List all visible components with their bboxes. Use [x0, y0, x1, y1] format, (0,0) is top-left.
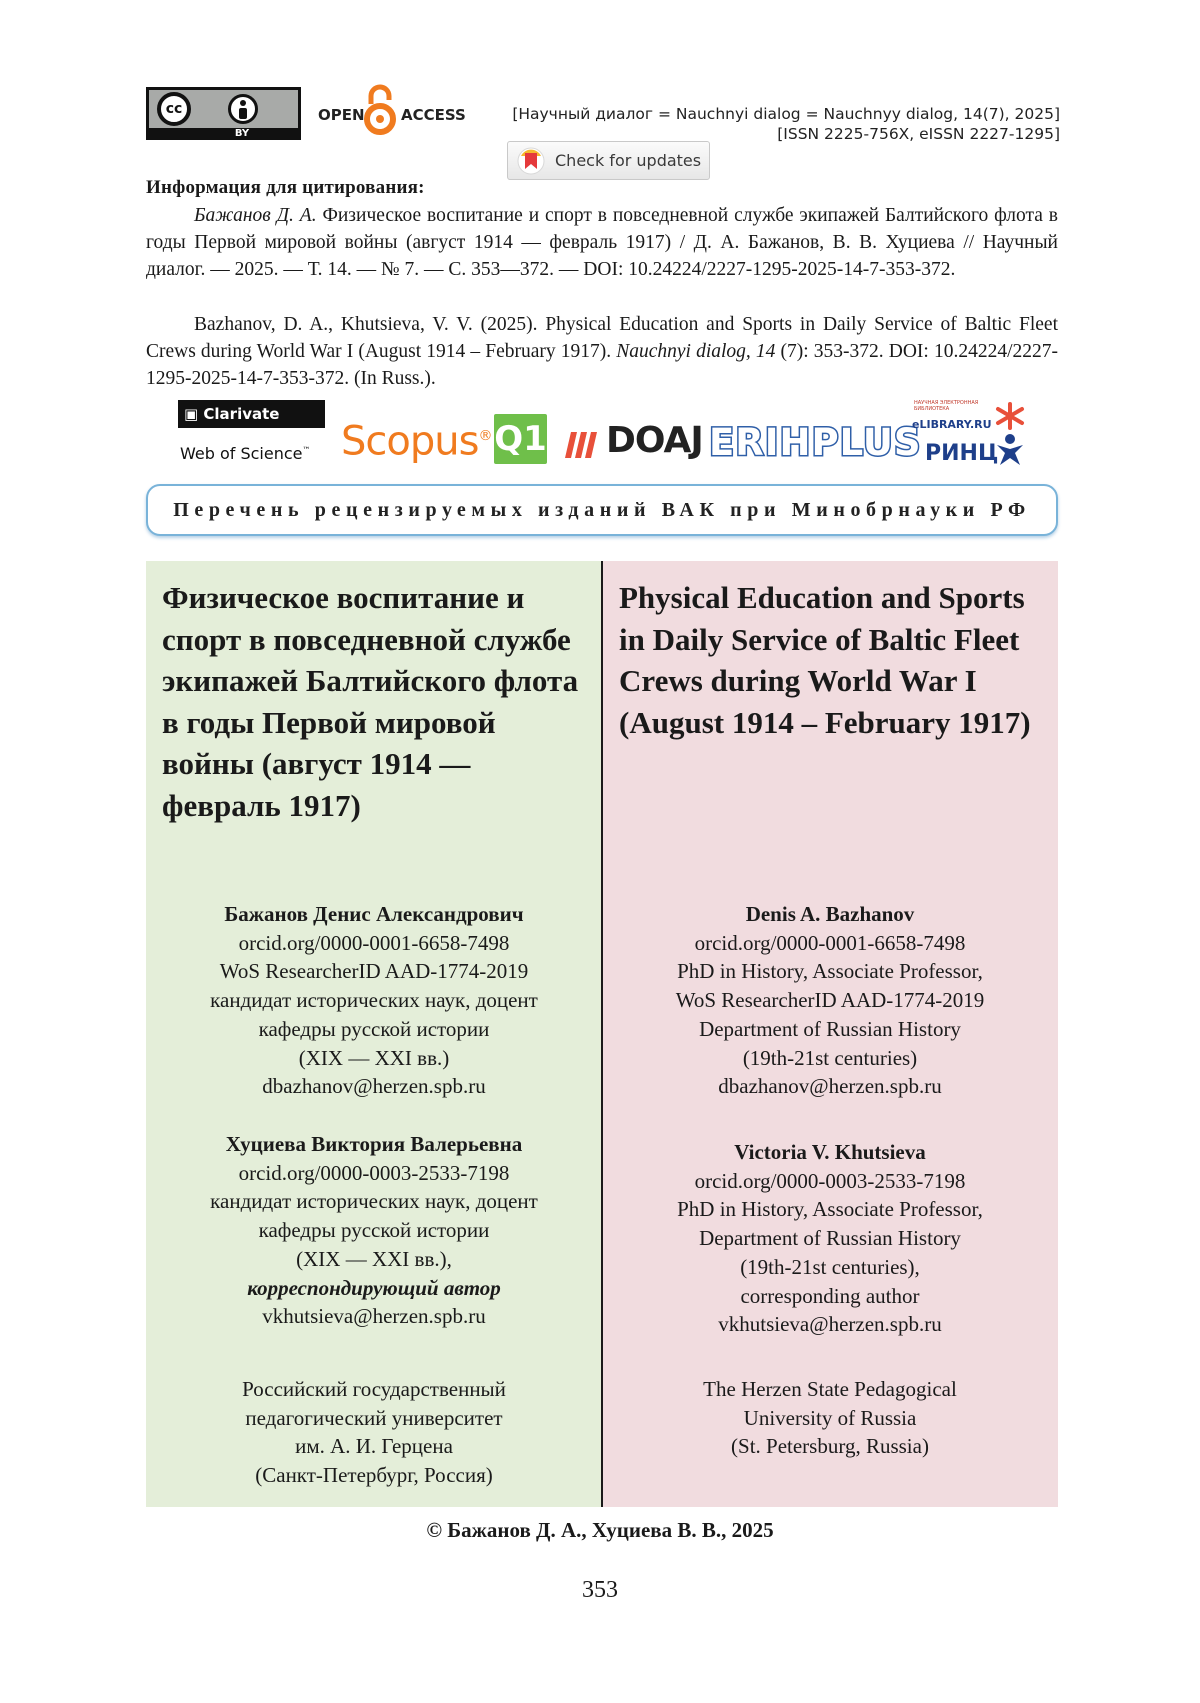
q1-quartile-badge: Q1 — [494, 414, 547, 464]
clarivate-label: Clarivate — [203, 405, 280, 423]
author-department-period: (19th-21st centuries) — [742, 1045, 918, 1070]
copyright-line: © Бажанов Д. А., Хуциева В. В., 2025 — [426, 1518, 774, 1542]
web-of-science-label: Web of Science — [180, 444, 303, 463]
affiliation-line: (St. Petersburg, Russia) — [731, 1434, 929, 1459]
author-name: Хуциева Виктория Валерьевна — [225, 1132, 523, 1156]
citation-heading: Информация для цитирования: — [146, 177, 425, 198]
cc-by-license-badge[interactable] — [146, 87, 301, 140]
affiliation-line: Российский государственный — [242, 1377, 506, 1401]
author-degree: PhD in History, Associate Professor, — [677, 1197, 983, 1222]
check-for-updates-label: Check for updates — [555, 151, 702, 170]
rinc-logo[interactable]: РИНЦ — [925, 441, 999, 466]
elibrary-logo[interactable]: eLIBRARY.RU — [912, 418, 992, 431]
journal-reference — [512, 104, 1060, 144]
author-block-russian-1 — [146, 900, 602, 1101]
affiliation-line: им. А. И. Герцена — [295, 1434, 453, 1459]
open-access-open-word: OPEN — [318, 106, 365, 124]
author-department-period: (XIX — XXI вв.), — [296, 1246, 452, 1271]
citation-russian-text: Физическое воспитание и спорт в повседневной службе экипажей Балтийского флота в годы Первой мировой войны (август 1914 — февраль 1917) / Д. А. Бажанов, В. В. Хуциева // Научный диалог. — 2025. — Т. 14. — № 7. — С. 353—372. — DOI: 10.24224/2227-1295-2025-14-7-353-372. — [146, 205, 1058, 280]
scopus-label: Scopus — [341, 418, 479, 465]
author-name: Бажанов Денис Александрович — [224, 902, 524, 926]
author-orcid-link[interactable]: orcid.org/0000-0001-6658-7498 — [238, 930, 510, 955]
author-department-period: (XIX — XXI вв.) — [298, 1045, 450, 1070]
creative-commons-icon: cc — [157, 92, 191, 126]
doaj-logo[interactable]: DOAJ — [606, 420, 703, 461]
affiliation-english — [602, 1375, 1058, 1461]
citation-english-tail: (7): 353-372. DOI: 10.24224/2227-1295-2025-14-7-353-372. (In Russ.). — [146, 341, 1058, 389]
author-email-link[interactable]: dbazhanov@herzen.spb.ru — [262, 1074, 486, 1099]
web-of-science-trademark: ™ — [302, 445, 311, 455]
author-degree: кандидат исторических наук, доцент — [210, 988, 538, 1013]
citation-english-journal: Nauchnyi dialog, 14 — [616, 341, 776, 362]
author-department: Department of Russian History — [699, 1226, 961, 1251]
author-degree: PhD in History, Associate Professor, — [677, 959, 983, 984]
author-email-link[interactable]: dbazhanov@herzen.spb.ru — [718, 1074, 942, 1099]
citation-russian-authors: Бажанов Д. А. — [194, 205, 317, 226]
author-orcid-link[interactable]: orcid.org/0000-0003-2533-7198 — [238, 1160, 510, 1185]
author-block-russian-2 — [146, 1130, 602, 1331]
web-of-science-logo[interactable] — [180, 444, 311, 463]
author-block-english-2 — [602, 1138, 1058, 1339]
citation-english — [146, 311, 1058, 392]
affiliation-line: педагогический университет — [245, 1405, 503, 1430]
author-department: кафедры русской истории — [258, 1016, 490, 1041]
open-access-lock-icon — [363, 84, 397, 136]
crossmark-icon — [517, 147, 545, 175]
journal-issn-line: [ISSN 2225-756X, eISSN 2227-1295] — [777, 125, 1060, 143]
elibrary-caption: НАУЧНАЯ ЭЛЕКТРОННАЯ БИБЛИОТЕКА — [914, 400, 979, 412]
corresponding-author-note: корреспондирующий автор — [247, 1275, 501, 1300]
author-department: Department of Russian History — [699, 1016, 961, 1041]
journal-reference-line: [Научный диалог = Nauchnyi dialog = Nauchnyy dialog, 14(7), 2025] — [512, 105, 1060, 123]
article-title-english: Physical Education and Sports in Daily Service of Baltic Fleet Crews during World War I (August 1914 – February 1917) — [619, 580, 1031, 740]
citation-russian — [146, 202, 1058, 283]
doaj-mark-icon — [562, 428, 604, 460]
affiliation-russian — [146, 1375, 602, 1490]
author-name: Victoria V. Khutsieva — [734, 1140, 926, 1164]
author-orcid-link[interactable]: orcid.org/0000-0001-6658-7498 — [694, 930, 966, 955]
citation-english-lead: Bazhanov, D. A., Khutsieva, V. V. (2025). Physical Education and Sports in Daily Service of Baltic Fleet Crews during World War I (August 1914 – February 1917). — [146, 314, 1058, 362]
scopus-logo[interactable] — [341, 414, 491, 463]
page-number: 353 — [582, 1577, 618, 1603]
open-access-access-word: ACCESS — [401, 106, 466, 124]
affiliation-line: The Herzen State Pedagogical — [703, 1377, 957, 1401]
author-orcid-link[interactable]: orcid.org/0000-0003-2533-7198 — [694, 1168, 966, 1193]
attribution-person-icon — [228, 94, 258, 124]
author-email-link[interactable]: vkhutsieva@herzen.spb.ru — [262, 1304, 486, 1329]
vak-list-banner: Перечень рецензируемых изданий ВАК при Минобрнауки РФ — [146, 484, 1058, 536]
license-by-label: BY — [234, 128, 250, 139]
erihplus-logo[interactable]: ERIHPLUS — [709, 421, 922, 464]
author-block-english-1 — [602, 900, 1058, 1101]
check-for-updates-button[interactable] — [507, 141, 710, 180]
article-title-russian: Физическое воспитание и спорт в повседневной службе экипажей Балтийского флота в годы Первой мировой войны (август 1914 — февраль 1917) — [162, 580, 579, 823]
affiliation-line: (Санкт-Петербург, Россия) — [255, 1463, 493, 1488]
author-email-link[interactable]: vkhutsieva@herzen.spb.ru — [718, 1312, 942, 1337]
clarivate-logo[interactable]: ▣ Clarivate — [178, 400, 325, 428]
corresponding-author-note: corresponding author — [740, 1283, 920, 1308]
author-researcher-id: WoS ResearcherID AAD-1774-2019 — [219, 959, 529, 984]
elibrary-figure-icon — [993, 401, 1027, 467]
scopus-registered-mark: ® — [478, 428, 492, 444]
author-department: кафедры русской истории — [258, 1218, 490, 1243]
author-department-period: (19th-21st centuries), — [740, 1254, 920, 1279]
author-degree: кандидат исторических наук, доцент — [210, 1189, 538, 1214]
affiliation-line: University of Russia — [743, 1405, 917, 1430]
author-researcher-id: WoS ResearcherID AAD-1774-2019 — [675, 988, 985, 1013]
author-name: Denis A. Bazhanov — [745, 902, 915, 926]
